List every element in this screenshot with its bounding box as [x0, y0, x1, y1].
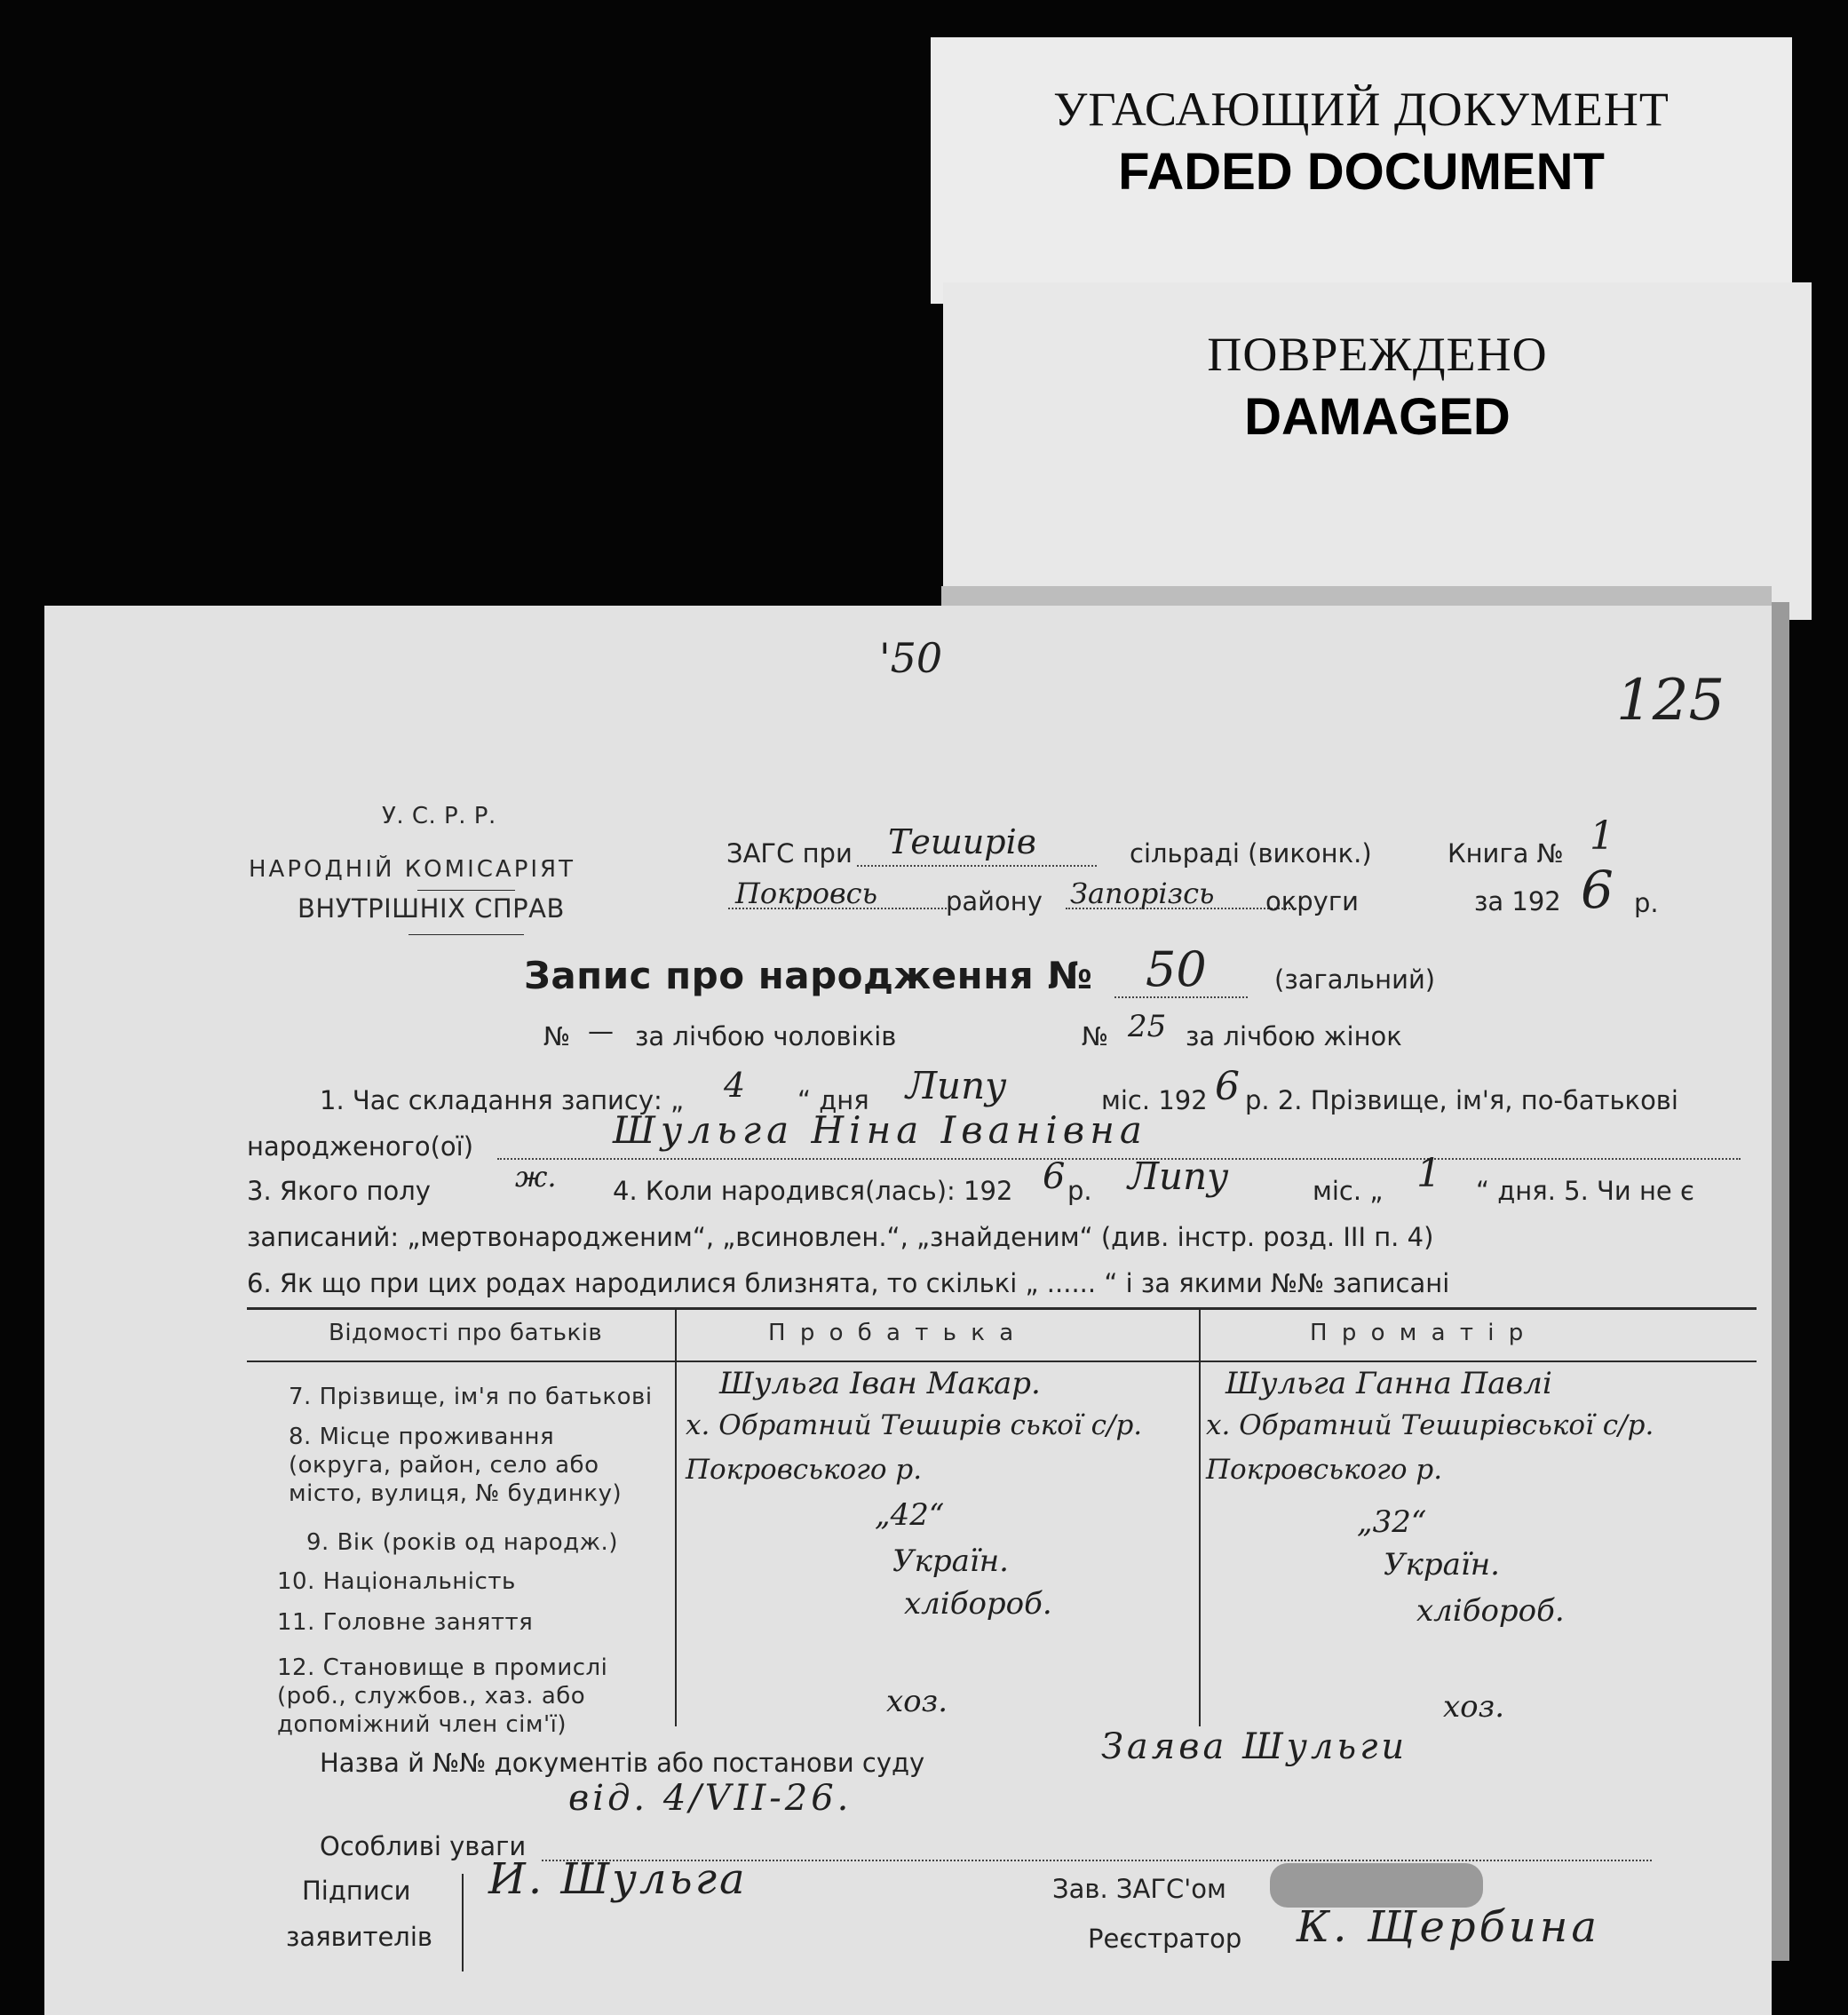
year-prefix: за 192 [1474, 886, 1561, 916]
top-number-mark: '50 [879, 634, 943, 682]
district-label: району [946, 886, 1043, 916]
record-month: Липу [906, 1064, 1007, 1107]
father-status: хоз. [886, 1684, 948, 1719]
women-count-prefix: № [1082, 1021, 1109, 1051]
signatures-label: Підписи [302, 1876, 411, 1906]
mother-name: Шульга Ганна Павлі [1225, 1366, 1552, 1401]
father-age: „42“ [875, 1497, 945, 1533]
header-commissariat: НАРОДНІЙ КОМІСАРІЯТ [249, 856, 575, 883]
birth-day: 1 [1416, 1151, 1441, 1196]
book-label: Книга № [1447, 838, 1564, 869]
birth-month-label: міс. „ [1313, 1176, 1384, 1206]
mother-nationality: Україн. [1384, 1547, 1500, 1583]
mother-residence: х. Обратний Теширівської с/р. Покровського р. [1206, 1409, 1654, 1486]
table-top-rule [247, 1307, 1757, 1310]
okrug-label: округи [1265, 886, 1359, 916]
child-name: Шульга Ніна Іванівна [613, 1108, 1147, 1152]
year-suffix: р. [1634, 888, 1659, 918]
header-rule [417, 890, 515, 891]
sex-value: ж. [515, 1160, 557, 1194]
district-value: Покровсь [735, 877, 877, 910]
registrar-signature: К. Щербина [1297, 1902, 1601, 1952]
table-row-label: 10. Національність [277, 1568, 516, 1595]
record-name-label: р. 2. Прізвище, ім'я, по-батькові [1245, 1085, 1678, 1115]
table-header-rule [247, 1361, 1757, 1362]
applicants-label: заявителів [286, 1922, 432, 1952]
women-count-value: 25 [1128, 1009, 1167, 1044]
head-zags-label: Зав. ЗАГС'ом [1052, 1874, 1226, 1904]
damaged-label-en: DAMAGED [1244, 388, 1511, 446]
record-month-label: міс. 192 [1101, 1085, 1208, 1115]
men-count-prefix: № [543, 1021, 571, 1051]
birth-month: Липу [1128, 1154, 1229, 1198]
mother-occupation: хлібороб. [1416, 1593, 1565, 1629]
status-line: записаний: „мертвонародженим“, „всиновлен.“, „знайденим“ (див. інстр. розд. III п. 4) [247, 1222, 1434, 1252]
men-count-value: — [588, 1016, 614, 1046]
record-day-label: “ дня [797, 1085, 869, 1115]
father-residence: х. Обратний Теширів ської с/р. Покровського р. [686, 1409, 1143, 1486]
notes-label: Особливі уваги [320, 1831, 527, 1861]
birth-year-suffix: р. [1067, 1176, 1092, 1206]
zags-prefix: ЗАГС при [726, 838, 853, 869]
men-count-label: за лічбою чоловіків [635, 1021, 897, 1051]
header-ussr: У. С. Р. Р. [382, 803, 496, 829]
header-internal-affairs: ВНУТРІШНІХ СПРАВ [297, 893, 565, 924]
table-row-label: 9. Вік (років од народж.) [306, 1529, 618, 1556]
birth-day-label: “ дня. 5. Чи не є [1476, 1176, 1694, 1206]
sex-label: 3. Якого полу [247, 1176, 431, 1206]
faded-label-en: FADED DOCUMENT [1118, 143, 1605, 201]
record-number: 50 [1146, 941, 1207, 997]
record-day: 4 [724, 1066, 746, 1105]
documents-date: від. 4/VII-26. [568, 1778, 853, 1819]
table-col-mother: П р о м а т і р [1310, 1320, 1527, 1346]
table-row-label: 11. Головне заняття [277, 1609, 534, 1636]
twins-line: 6. Як що при цих родах народилися близнята, то скількі „ ...... “ і за якими №№ записані [247, 1268, 1450, 1298]
mother-status: хоз. [1443, 1689, 1504, 1725]
child-name-line [497, 1158, 1741, 1160]
father-occupation: хлібороб. [904, 1586, 1052, 1622]
zags-village: Теширів [888, 822, 1036, 861]
birth-year: 6 [1043, 1156, 1066, 1197]
child-label: народженого(ої) [247, 1131, 474, 1162]
book-number: 1 [1590, 813, 1614, 859]
table-col-father: П р о б а т ь к а [768, 1320, 1018, 1346]
women-count-label: за лічбою жінок [1186, 1021, 1402, 1051]
applicant-signature: И. Шульга [488, 1854, 748, 1904]
header-rule-2 [408, 934, 524, 935]
table-row-label: 12. Становище в промислі (роб., службов., хаз. або допоміжний член сім'ї) [277, 1654, 608, 1738]
zags-suffix: сільраді (виконк.) [1130, 838, 1372, 869]
father-nationality: Україн. [892, 1543, 1009, 1579]
record-title: Запис про народження № [524, 954, 1093, 997]
birth-label: 4. Коли народився(лась): 192 [613, 1176, 1013, 1206]
table-row-label: 7. Прізвище, ім'я по батькові [289, 1384, 653, 1410]
table-divider-2 [1199, 1309, 1201, 1726]
okrug-value: Запорізсь [1070, 877, 1215, 910]
registrar-label: Реєстратор [1088, 1924, 1242, 1954]
faded-document-card [931, 37, 1792, 304]
table-col-parents: Відомості про батьків [329, 1320, 603, 1346]
father-name: Шульга Іван Макар. [719, 1366, 1041, 1401]
birth-record-form [44, 606, 1772, 2015]
documents-label: Назва й №№ документів або постанови суду [320, 1748, 925, 1778]
table-divider-1 [675, 1309, 677, 1726]
corner-number-mark: 125 [1616, 668, 1725, 734]
documents-value: Заява Шульги [1101, 1726, 1408, 1767]
year-digit: 6 [1581, 860, 1614, 920]
table-row-label: 8. Місце проживання (округа, район, село або місто, вулиця, № будинку) [289, 1424, 623, 1507]
head-signature-smudge [1270, 1863, 1483, 1908]
record-year: 6 [1215, 1064, 1240, 1109]
damaged-card [943, 282, 1812, 620]
zags-village-line [857, 865, 1097, 867]
faded-label-ru: УГАСАЮЩИЙ ДОКУМЕНТ [1053, 83, 1670, 136]
signature-divider [462, 1874, 464, 1971]
damaged-label-ru: ПОВРЕЖДЕНО [1207, 328, 1548, 381]
mother-age: „32“ [1357, 1504, 1427, 1540]
paper-stack-edge [1772, 602, 1789, 1961]
record-time-label: 1. Час складання запису: „ [320, 1085, 684, 1115]
record-general: (загальний) [1274, 964, 1436, 995]
